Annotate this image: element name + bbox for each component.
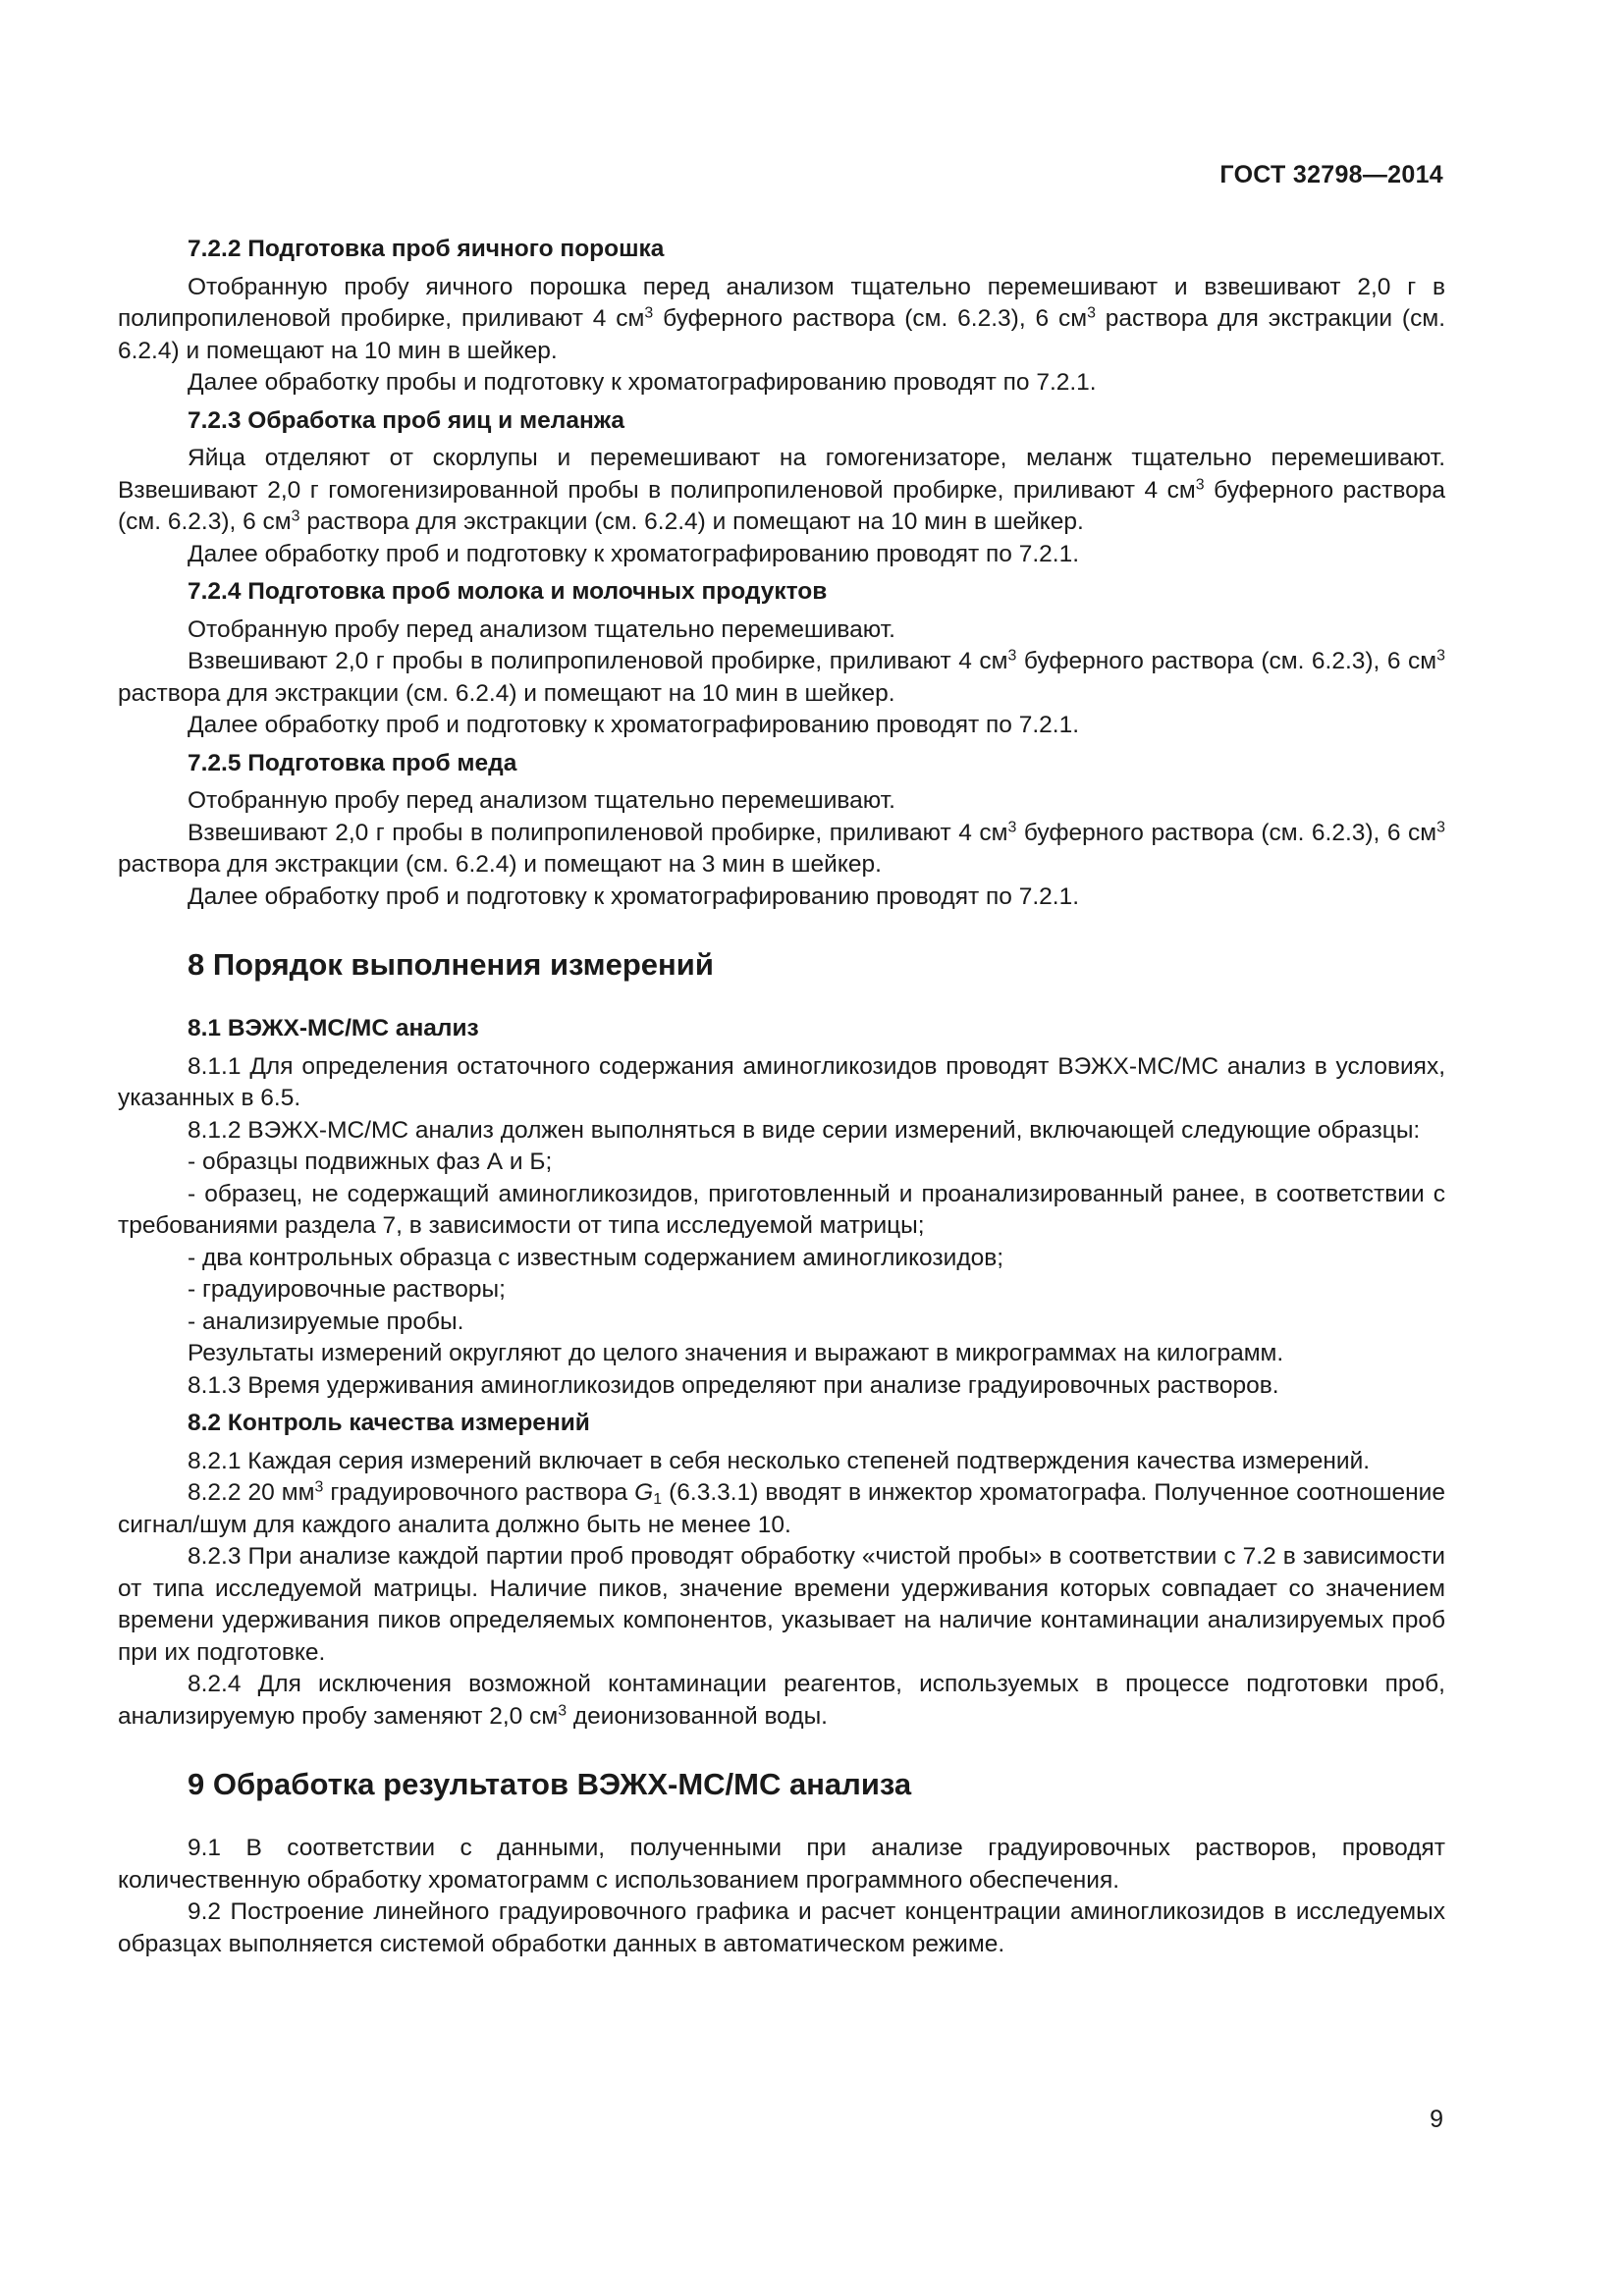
list-item: - образцы подвижных фаз А и Б; [188,1148,553,1175]
section-7-2-5-title: 7.2.5 Подготовка проб меда [188,749,517,776]
document-header: ГОСТ 32798—2014 [1219,161,1443,188]
paragraph: 8.1.3 Время удерживания аминогликозидов определяют при анализе градуировочных растворов. [188,1371,1279,1399]
paragraph: Отобранную пробу яичного порошка перед анализом тщательно перемешивают и взвешивают 2,0 г в полипропиленовой пробирке, приливают 4 $см^3$ буферного раствора (см. 6.2.3), 6 $см^3$ раствора для экстракции (см. 6.2.4) и помещают на 10 мин в шейкер. [118,273,1445,364]
paragraph: 8.1.1 Для определения остаточного содержания аминогликозидов проводят ВЭЖХ-МС/МС анализ в условиях, указанных в 6.5. [118,1052,1445,1111]
paragraph: 9.1 В соответствии с данными, полученными при анализе градуировочных растворов, проводят количественную обработку хроматограмм с использованием программного обеспечения. [118,1835,1445,1894]
paragraph: Взвешивают 2,0 г пробы в полипропиленовой пробирке, приливают 4 $см^3$ буферного раствора (см. 6.2.3), 6 $см^3$ раствора для экстракции (см. 6.2.4) и помещают на 10 мин в шейкер. [118,647,1445,707]
list-item: - градуировочные растворы; [188,1276,506,1303]
paragraph: 9.2 Построение линейного градуировочного графика и расчет концентрации аминогликозидов в исследуемых образцах выполняется системой обработки данных в автоматическом режиме. [118,1898,1445,1957]
paragraph: Результаты измерений округляют до целого значения и выражают в микрограммах на килограмм. [188,1340,1284,1366]
paragraph: 8.2.4 Для исключения возможной контаминации реагентов, используемых в процессе подготовки проб, анализируемую пробу заменяют 2,0 $см^3$ деионизованной воды. [118,1671,1445,1730]
section-7-2-3-title: 7.2.3 Обработка проб яиц и меланжа [188,406,625,434]
section-8-2-title: 8.2 Контроль качества измерений [188,1410,590,1436]
paragraph: Далее обработку проб и подготовку к хроматографированию проводят по 7.2.1. [188,712,1080,738]
section-8-title: 8 Порядок выполнения измерений [188,947,714,982]
paragraph: Далее обработку проб и подготовку к хроматографированию проводят по 7.2.1. [188,540,1080,567]
list-item: - образец, не содержащий аминогликозидов, приготовленный и проанализированный ранее, в соответствии с требованиями раздела 7, в зависимости от типа исследуемой матрицы; [118,1180,1445,1239]
paragraph: Далее обработку пробы и подготовку к хроматографированию проводят по 7.2.1. [188,369,1097,396]
page-content [118,228,1445,1960]
section-8-1-title: 8.1 ВЭЖХ-МС/МС анализ [188,1015,479,1041]
page-number: 9 [1430,2106,1443,2133]
paragraph: Отобранную пробу перед анализом тщательно перемешивают. [188,787,895,814]
paragraph: 8.1.2 ВЭЖХ-МС/МС анализ должен выполняться в виде серии измерений, включающей следующие образцы: [188,1116,1421,1144]
paragraph: 8.2.1 Каждая серия измерений включает в себя несколько степеней подтверждения качества измерений. [188,1447,1371,1474]
paragraph: Яйца отделяют от скорлупы и перемешивают на гомогенизаторе, меланж тщательно перемешивают. Взвешивают 2,0 г гомогенизированной пробы в полипропиленовой пробирке, приливают 4 $см^3$ буферного раствора (см. 6.2.3), 6 $см^3$ раствора для экстракции (см. 6.2.4) и помещают на 10 мин в шейкер. [118,445,1445,535]
paragraph: 8.2.2 20 $мм^3$ градуировочного раствора $G_1$ (6.3.3.1) вводят в инжектор хроматографа. Полученное соотношение сигнал/шум для каждого аналита должно быть не менее 10. [118,1478,1445,1538]
list-item: - анализируемые пробы. [188,1308,464,1335]
paragraph: Далее обработку проб и подготовку к хроматографированию проводят по 7.2.1. [188,882,1080,910]
section-7-2-4-title: 7.2.4 Подготовка проб молока и молочных продуктов [188,578,828,605]
paragraph: 8.2.3 При анализе каждой партии проб проводят обработку «чистой пробы» в соответствии с 7.2 в зависимости от типа исследуемой матрицы. Наличие пиков, значение времени удерживания которых совпадает со значением времени удерживания пиков определяемых компонентов, указывает на наличие контаминации анализируемых проб при их подготовке. [118,1543,1445,1666]
paragraph: Отобранную пробу перед анализом тщательно перемешивают. [188,615,895,643]
list-item: - два контрольных образца с известным содержанием аминогликозидов; [188,1244,1004,1271]
section-7-2-2-title: 7.2.2 Подготовка проб яичного порошка [188,236,665,262]
paragraph: Взвешивают 2,0 г пробы в полипропиленовой пробирке, приливают 4 $см^3$ буферного раствора (см. 6.2.3), 6 $см^3$ раствора для экстракции (см. 6.2.4) и помещают на 3 мин в шейкер. [118,818,1445,878]
section-9-title: 9 Обработка результатов ВЭЖХ-МС/МС анализа [188,1767,912,1801]
